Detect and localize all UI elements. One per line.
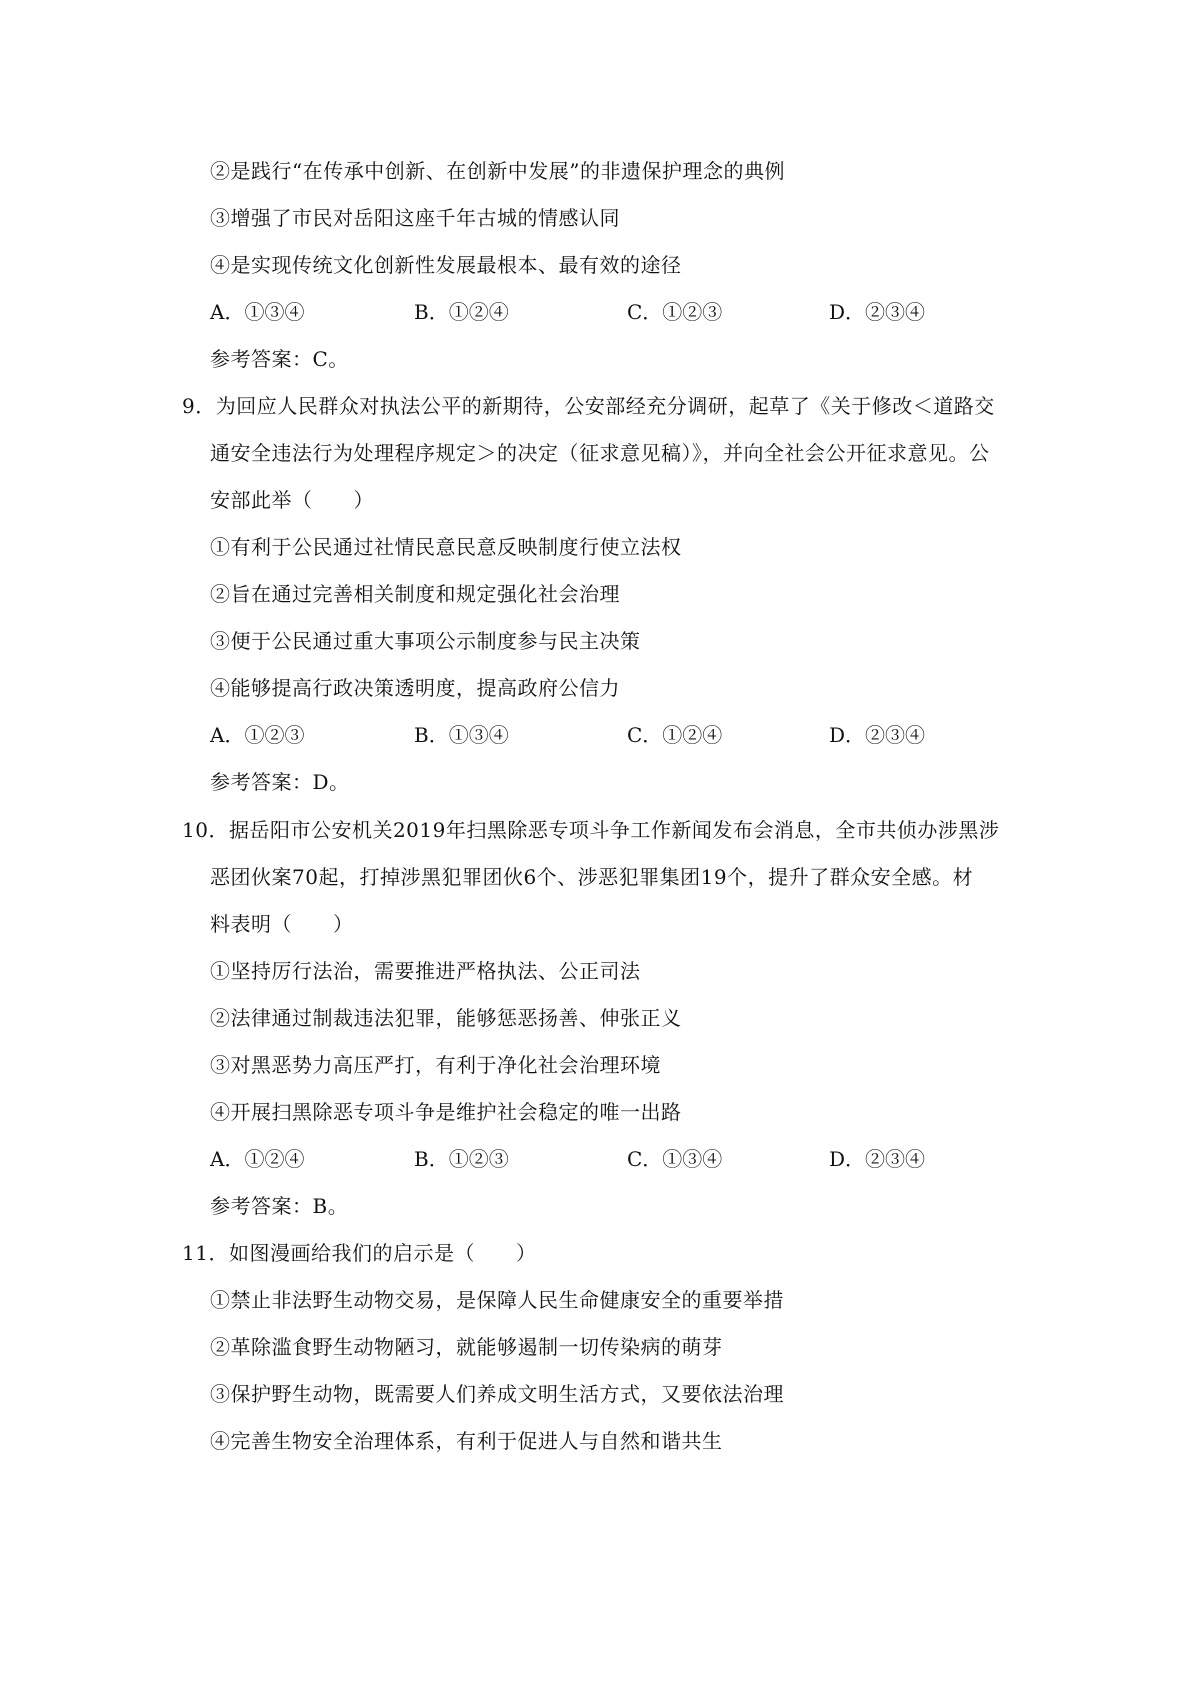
q11-statement-4: ④完善生物安全治理体系，有利于促进人与自然和谐共生 <box>210 1429 723 1453</box>
q9-stem-line-3: 安部此举（ ） <box>210 488 374 512</box>
q10-stem-line-3: 料表明（ ） <box>210 912 354 936</box>
q9-statement-1: ①有利于公民通过社情民意民意反映制度行使立法权 <box>210 535 682 559</box>
q9-option-b: B．①③④ <box>414 723 509 747</box>
q10-option-a: A．①②④ <box>210 1147 305 1171</box>
q8-option-c: C．①②③ <box>627 300 723 324</box>
q10-statement-1: ①坚持厉行法治，需要推进严格执法、公正司法 <box>210 959 641 983</box>
q10-statement-4: ④开展扫黑除恶专项斗争是维护社会稳定的唯一出路 <box>210 1100 682 1124</box>
q11-stem-line-1: 11．如图漫画给我们的启示是（ ） <box>182 1241 537 1265</box>
q8-answer: 参考答案：C。 <box>210 347 349 371</box>
q9-option-a: A．①②③ <box>210 723 305 747</box>
q9-option-c: C．①②④ <box>627 723 723 747</box>
q9-stem-line-2: 通安全违法行为处理程序规定＞的决定（征求意见稿）》，并向全社会公开征求意见。公 <box>210 441 990 465</box>
q10-stem-line-1: 10．据岳阳市公安机关2019年扫黑除恶专项斗争工作新闻发布会消息，全市共侦办涉黑涉 <box>182 818 1000 842</box>
q10-stem-line-2: 恶团伙案70起，打掉涉黑犯罪团伙6个、涉恶犯罪集团19个，提升了群众安全感。材 <box>210 865 974 889</box>
q8-option-a: A．①③④ <box>210 300 305 324</box>
q10-statement-2: ②法律通过制裁违法犯罪，能够惩恶扬善、伸张正义 <box>210 1006 682 1030</box>
q8-statement-3: ③增强了市民对岳阳这座千年古城的情感认同 <box>210 206 620 230</box>
q8-statement-2: ②是践行“在传承中创新、在创新中发展”的非遗保护理念的典例 <box>210 159 785 183</box>
q10-answer: 参考答案：B。 <box>210 1194 349 1218</box>
q10-option-b: B．①②③ <box>414 1147 509 1171</box>
q11-statement-3: ③保护野生动物，既需要人们养成文明生活方式，又要依法治理 <box>210 1382 784 1406</box>
q11-statement-1: ①禁止非法野生动物交易，是保障人民生命健康安全的重要举措 <box>210 1288 784 1312</box>
q9-stem-line-1: 9．为回应人民群众对执法公平的新期待，公安部经充分调研，起草了《关于修改＜道路交 <box>182 394 995 418</box>
q8-option-b: B．①②④ <box>414 300 509 324</box>
q10-statement-3: ③对黑恶势力高压严打，有利于净化社会治理环境 <box>210 1053 661 1077</box>
q10-option-c: C．①③④ <box>627 1147 723 1171</box>
q9-answer: 参考答案：D。 <box>210 770 350 794</box>
q8-statement-4: ④是实现传统文化创新性发展最根本、最有效的途径 <box>210 253 682 277</box>
q8-option-d: D．②③④ <box>829 300 926 324</box>
q9-statement-3: ③便于公民通过重大事项公示制度参与民主决策 <box>210 629 641 653</box>
q9-statement-2: ②旨在通过完善相关制度和规定强化社会治理 <box>210 582 620 606</box>
q11-statement-2: ②革除滥食野生动物陋习，就能够遏制一切传染病的萌芽 <box>210 1335 723 1359</box>
q9-statement-4: ④能够提高行政决策透明度，提高政府公信力 <box>210 676 620 700</box>
q9-option-d: D．②③④ <box>829 723 926 747</box>
q10-option-d: D．②③④ <box>829 1147 926 1171</box>
